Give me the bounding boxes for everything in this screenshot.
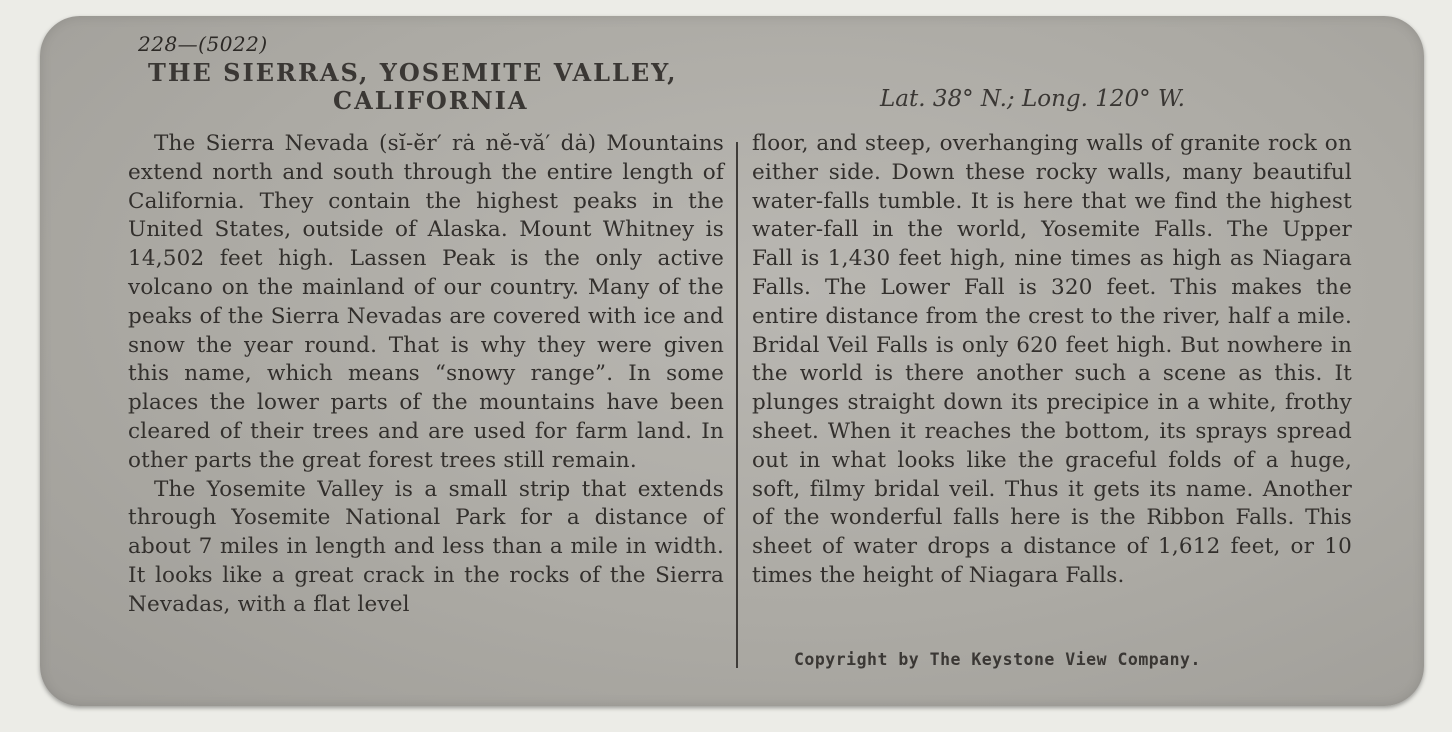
column-divider <box>736 142 738 668</box>
paragraph-waterfalls: floor, and steep, overhanging walls of granite rock on either side. Down these rocky walls, many beautiful water-falls tumble. It is here that we find the highest water-fall in the world, Yosemite Falls. The Upper Fall is 1,430 feet high, nine times as high as Niagara Falls. The Lower Fall is 320 feet. This makes the entire distance from the crest to the river, half a mile. Bridal Veil Falls is only 620 feet high. But nowhere in the world is there another such a scene as this. It plunges straight down its precipice in a white, frothy sheet. When it reaches the bottom, its sprays spread out in what looks like the graceful folds of a huge, soft, filmy bridal veil. Thus it gets its name. Another of the wonderful falls here is the Ribbon Falls. This sheet of water drops a distance of 1,612 feet, or 10 times the height of Niagara Falls. <box>752 131 1352 588</box>
paragraph-sierra-nevada: The Sierra Nevada (sĭ-ĕr′ rȧ nĕ-vă′ dȧ) Mountains extend north and south through the entire length of California. They contain the highest peaks in the United States, outside of Alaska. Mount Whitney is 14,502 feet high. Lassen Peak is the only active volcano on the mainland of our country. Many of the peaks of the Sierra Nevadas are covered with ice and snow the year round. That is why they were given this name, which means “snowy range”. In some places the lower parts of the mountains have been cleared of their trees and are used for farm land. In other parts the great forest trees still remain. <box>128 131 724 473</box>
catalog-number: 228—(5022) <box>138 32 268 56</box>
coordinates: Lat. 38° N.; Long. 120° W. <box>880 86 1185 112</box>
right-column <box>752 130 1352 591</box>
title-line-2: CALIFORNIA <box>333 86 529 115</box>
left-column <box>128 130 724 620</box>
paragraph-yosemite-valley: The Yosemite Valley is a small strip that extends through Yosemite National Park for a distance of about 7 miles in length and less than a mile in width. It looks like a great crack in the rocks of the Sierra Nevadas, with a flat level <box>128 476 724 617</box>
copyright-notice: Copyright by The Keystone View Company. <box>794 650 1201 669</box>
title-line-1: THE SIERRAS, YOSEMITE VALLEY, <box>148 58 678 87</box>
